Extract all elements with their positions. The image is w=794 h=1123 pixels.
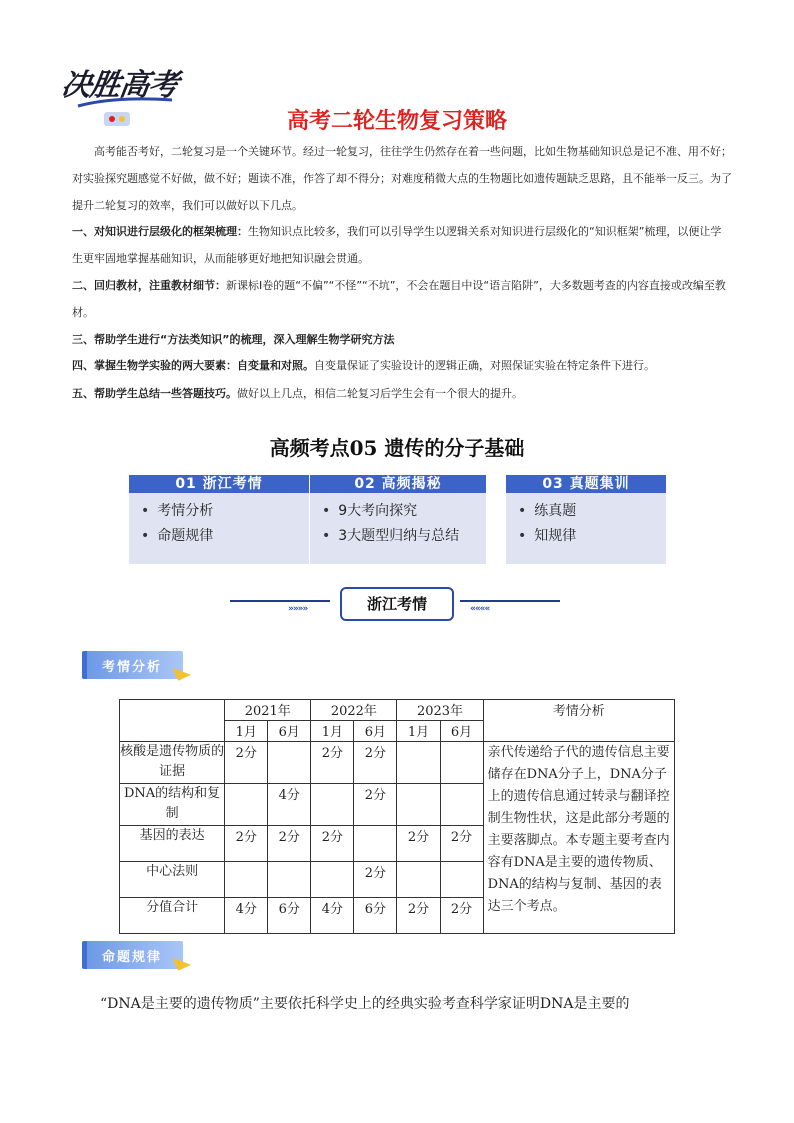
score-cell xyxy=(440,784,483,826)
score-cell: 6分 xyxy=(354,898,397,934)
card-list xyxy=(141,499,213,549)
score-cell: 2分 xyxy=(397,826,440,862)
strategy-5-heading: 五、帮助学生总结一些答题技巧。 xyxy=(72,387,237,400)
strategy-5-text: 做好以上几点，相信二轮复习后学生会有一个很大的提升。 xyxy=(237,387,523,400)
strategy-3 xyxy=(72,326,732,353)
month-header: 6月 xyxy=(354,721,397,742)
score-cell: 6分 xyxy=(268,898,311,934)
year-header: 2023年 xyxy=(397,700,483,721)
strategy-2 xyxy=(72,272,732,326)
strategy-3-heading: 三、帮助学生进行“方法类知识”的梳理，深入理解生物学研究方法 xyxy=(72,333,395,346)
list-item: • 9大考向探究 xyxy=(322,499,459,524)
list-item: • 知规律 xyxy=(518,524,576,549)
score-cell xyxy=(268,742,311,784)
analysis-text: 亲代传递给子代的遗传信息主要储存在DNA分子上，DNA分子上的遗传信息通过转录与翻译控制生物性状，这是此部分考题的主要落脚点。本专题主要考查内容有DNA是主要的遗传物质、DNA的结构与复制、基因的表达三个考点。 xyxy=(483,742,674,934)
score-cell: 4分 xyxy=(311,898,354,934)
score-cell: 2分 xyxy=(440,898,483,934)
score-cell: 2分 xyxy=(311,826,354,862)
strategy-1-text: 生物知识点比较多，我们可以引导学生以逻辑关系对知识进行层级化的“知识框架”梳理，以便让学生更牢固地掌握基础知识，从而能够更好地把知识融会贯通。 xyxy=(72,225,722,265)
tag-question-pattern xyxy=(82,937,192,973)
score-cell: 2分 xyxy=(225,826,268,862)
topic-cell: 中心法则 xyxy=(120,862,225,898)
tag-label: 考情分析 xyxy=(102,660,163,675)
tag-exam-analysis xyxy=(82,647,192,683)
table-row xyxy=(120,700,675,721)
score-cell: 2分 xyxy=(397,898,440,934)
pencil-icon xyxy=(169,668,191,684)
list-item: • 考情分析 xyxy=(141,499,213,524)
month-header: 1月 xyxy=(311,721,354,742)
score-cell: 2分 xyxy=(354,862,397,898)
card-heading: 01 浙江考情 xyxy=(129,475,309,493)
strategy-4-heading: 四、掌握生物学实验的两大要素：自变量和对照。 xyxy=(72,359,314,372)
card-real-exam xyxy=(506,475,666,564)
score-cell: 2分 xyxy=(225,742,268,784)
month-header: 1月 xyxy=(225,721,268,742)
logo-text: 决胜高考 xyxy=(59,68,180,103)
strategy-5 xyxy=(72,380,732,407)
strategy-2-heading: 二、回归教材，注重教材细节： xyxy=(72,279,226,292)
score-cell xyxy=(225,862,268,898)
score-cell: 2分 xyxy=(268,826,311,862)
score-cell xyxy=(397,862,440,898)
month-header: 6月 xyxy=(268,721,311,742)
topic-cell: 分值合计 xyxy=(120,898,225,934)
topic-cell: 基因的表达 xyxy=(120,826,225,862)
list-item: • 3大题型归纳与总结 xyxy=(322,524,459,549)
list-item: • 练真题 xyxy=(518,499,576,524)
month-header: 6月 xyxy=(440,721,483,742)
score-cell xyxy=(225,784,268,826)
strategy-4-text: 自变量保证了实验设计的逻辑正确，对照保证实验在特定条件下进行。 xyxy=(314,359,655,372)
exam-table xyxy=(119,699,675,934)
body-paragraph: “DNA是主要的遗传物质”主要依托科学史上的经典实验考查科学家证明DNA是主要的 xyxy=(100,996,630,1012)
score-cell: 4分 xyxy=(225,898,268,934)
banner-label: 浙江考情 xyxy=(340,587,454,621)
banner-left-line xyxy=(230,600,330,602)
strategy-2-text: 新课标Ⅰ卷的题“不偏”“不怪”“不坑”，不会在题目中设“语言陷阱”，大多数题考查的内容直接或改编至教材。 xyxy=(72,279,726,319)
score-cell: 4分 xyxy=(268,784,311,826)
score-cell xyxy=(311,784,354,826)
score-cell xyxy=(268,862,311,898)
chevron-left-icon: «««« xyxy=(470,604,490,614)
card-list xyxy=(518,499,576,549)
score-cell: 2分 xyxy=(440,826,483,862)
card-heading: 03 真题集训 xyxy=(506,475,666,493)
topic-cell: 核酸是遗传物质的证据 xyxy=(120,742,225,784)
score-cell xyxy=(311,862,354,898)
score-cell xyxy=(440,862,483,898)
topic-cell: DNA的结构和复制 xyxy=(120,784,225,826)
list-item: • 命题规律 xyxy=(141,524,213,549)
score-cell xyxy=(354,826,397,862)
section-banner xyxy=(230,587,560,621)
score-cell: 2分 xyxy=(354,742,397,784)
month-header: 1月 xyxy=(397,721,440,742)
analysis-header: 考情分析 xyxy=(483,700,674,742)
score-cell: 2分 xyxy=(354,784,397,826)
score-cell xyxy=(397,784,440,826)
card-heading: 02 高频揭秘 xyxy=(310,475,486,493)
chevron-right-icon: »»»» xyxy=(288,604,308,614)
year-header: 2021年 xyxy=(225,700,311,721)
intro-paragraph: 高考能否考好，二轮复习是一个关键环节。经过一轮复习，往往学生仍然存在着一些问题，比如生物基础知识总是记不准、用不好；对实验探究题感觉不好做，做不好；题读不准，作答了却不得分；对难度稍微大点的生物题比如遗传题缺乏思路，且不能举一反三。为了提升二轮复习的效率，我们可以做好以下几点。 xyxy=(72,145,732,212)
card-list xyxy=(322,499,459,549)
pencil-icon xyxy=(169,958,191,974)
strategy-1 xyxy=(72,218,732,272)
page-title: 高考二轮生物复习策略 xyxy=(286,109,507,134)
score-cell: 2分 xyxy=(311,742,354,784)
section-title: 高频考点05 遗传的分子基础 xyxy=(269,436,525,460)
banner-right-line xyxy=(460,600,560,602)
score-cell xyxy=(397,742,440,784)
table-corner xyxy=(120,700,225,742)
card-zhejiang-exam xyxy=(129,475,309,564)
tag-label: 命题规律 xyxy=(102,950,163,965)
strategy-1-heading: 一、对知识进行层级化的框架梳理： xyxy=(72,225,248,238)
table-row xyxy=(120,742,675,784)
strategy-4 xyxy=(72,352,732,379)
score-cell xyxy=(440,742,483,784)
card-high-frequency xyxy=(310,475,486,564)
year-header: 2022年 xyxy=(311,700,397,721)
